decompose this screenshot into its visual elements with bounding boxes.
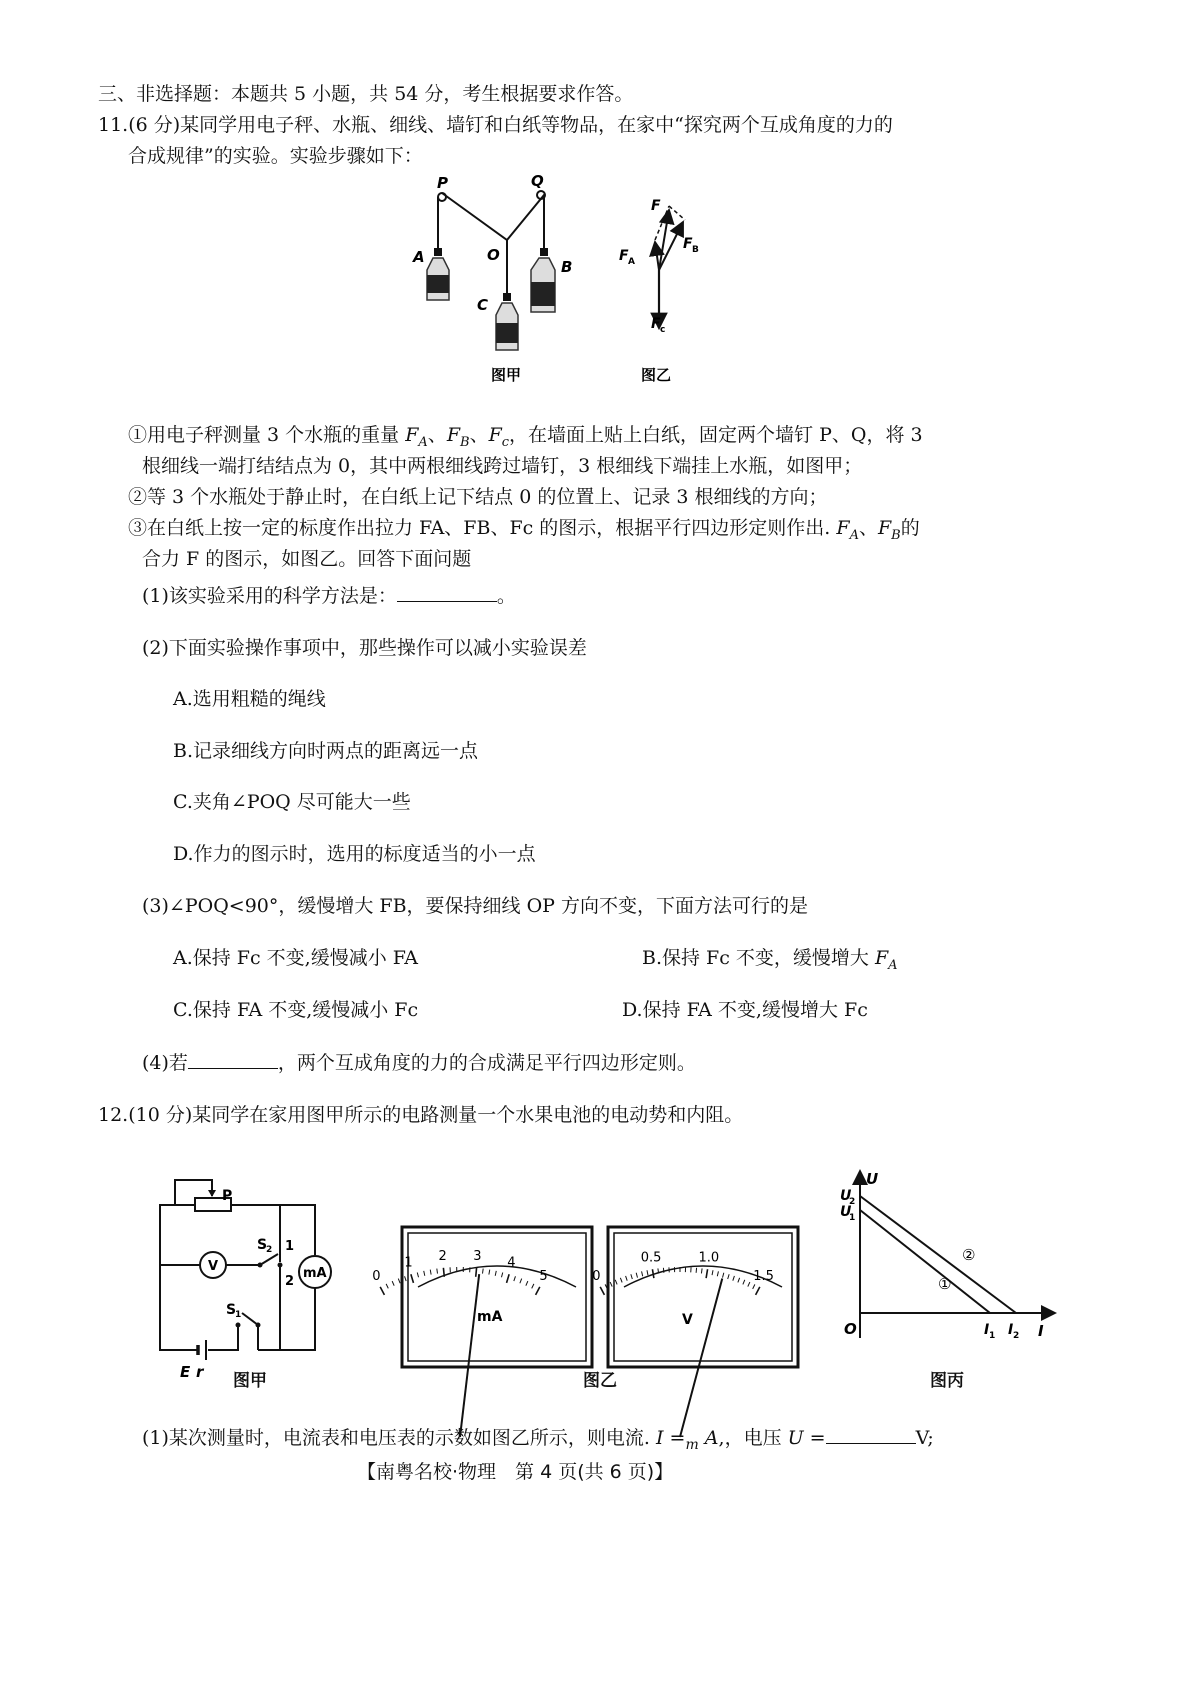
ma-meter-unit: mA xyxy=(477,1309,503,1325)
q11-figure-yi xyxy=(619,198,735,385)
v-meter-tick xyxy=(756,1287,760,1295)
q11-stem-line2: 合成规律”的实验。实验步骤如下： xyxy=(128,145,423,167)
v-meter-tick xyxy=(753,1284,755,1288)
v-meter-tick xyxy=(738,1278,740,1283)
graph-label-I2-sub: 2 xyxy=(1013,1331,1020,1341)
ma-meter-tick xyxy=(398,1279,400,1284)
graph-label-I2: I xyxy=(1008,1322,1014,1338)
q11-part3-option-a[interactable]: A.保持 Fc 不变,缓慢减小 FA xyxy=(173,947,418,969)
q11-part3-option-b[interactable]: B.保持 Fc 不变，缓慢增大 $F_A$ xyxy=(642,947,898,973)
q12-meters-figure xyxy=(372,1225,800,1370)
ma-meter-tick-label: 3 xyxy=(473,1248,482,1264)
ma-meter-tick-label: 4 xyxy=(507,1255,516,1271)
ma-meter-tick xyxy=(476,1268,477,1277)
v-meter-tick xyxy=(600,1287,604,1295)
ma-meter-tick xyxy=(430,1270,431,1275)
fig-yi-label-FC-sub: c xyxy=(660,325,666,335)
v-meter-tick-label: 1.0 xyxy=(698,1250,720,1266)
ma-meter-tick-label: 5 xyxy=(539,1268,548,1284)
ma-meter-tick xyxy=(417,1272,418,1277)
graph-label-I1: I xyxy=(984,1322,990,1338)
q11-step1-line2: 根细线一端打结结点为 0，其中两根细线跨过墙钉，3 根细线下端挂上水瓶，如图甲； xyxy=(142,455,863,477)
ma-meter-tick xyxy=(443,1268,444,1277)
q11-part1-blank[interactable] xyxy=(397,583,497,602)
fig-yi-label-FA-sub: A xyxy=(628,257,635,267)
q11-part2: (2)下面实验操作事项中，那些操作可以减小实验误差 xyxy=(142,637,587,659)
fig-yi-label-FC: F xyxy=(651,316,661,332)
fig-yi-label-FB-sub: B xyxy=(692,245,699,255)
v-meter-tick xyxy=(728,1274,729,1279)
ma-meter-tick xyxy=(536,1287,540,1295)
fig-jia-label-C: C xyxy=(477,296,489,314)
v-meter-tick-label: 1.5 xyxy=(753,1268,774,1284)
v-meter-unit: V xyxy=(682,1312,693,1328)
v-meter-tick xyxy=(706,1269,707,1278)
v-meter-tick xyxy=(658,1268,659,1273)
q12-graph-caption: 图丙 xyxy=(930,1371,964,1391)
ma-meter-tick xyxy=(380,1287,384,1295)
v-meter-tick xyxy=(642,1271,643,1276)
graph-label-U2-sub: 2 xyxy=(849,1197,856,1207)
ma-meter-needle xyxy=(460,1274,479,1437)
circuit-label-P: P xyxy=(222,1188,233,1204)
q12-circuit-figure xyxy=(150,1170,360,1390)
q11-stem-line1: 11.(6 分)某同学用电子秤、水瓶、细线、墙钉和白纸等物品，在家中“探究两个互成角度的力的 xyxy=(98,114,893,136)
fig-jia-label-A: A xyxy=(413,248,425,266)
circuit-label-V: V xyxy=(208,1259,219,1274)
circuit-label-S2: S xyxy=(257,1237,268,1253)
q11-part4-blank[interactable] xyxy=(188,1050,278,1069)
circuit-label-2: 2 xyxy=(285,1274,295,1289)
graph-label-I1-sub: 1 xyxy=(989,1331,996,1341)
v-meter-tick xyxy=(717,1271,718,1276)
ma-meter-tick-label: 1 xyxy=(404,1255,413,1271)
fig-jia-label-Q: Q xyxy=(531,172,544,190)
graph-label-U2: U xyxy=(840,1188,852,1204)
ma-meter-tick xyxy=(386,1284,388,1289)
q11-part2-option-c[interactable]: C.夹角∠POQ 尽可能大一些 xyxy=(173,791,411,813)
graph-label-line1: ① xyxy=(938,1275,952,1293)
ma-meter-tick xyxy=(483,1269,484,1274)
fig-yi-label-FB: F xyxy=(683,236,693,252)
q11-part2-option-b[interactable]: B.记录细线方向时两点的距离远一点 xyxy=(173,740,479,762)
q12-stem: 12.(10 分)某同学在家用图甲所示的电路测量一个水果电池的电动势和内阻。 xyxy=(98,1104,744,1126)
v-meter-tick xyxy=(610,1282,612,1287)
fig-jia-label-O: O xyxy=(487,246,500,264)
ma-meter-tick xyxy=(489,1270,490,1275)
v-meter-tick xyxy=(620,1278,622,1283)
v-meter-tick xyxy=(701,1268,702,1273)
graph-label-line2: ② xyxy=(962,1246,976,1264)
fig-jia-label-B: B xyxy=(561,258,573,276)
fig-yi-caption: 图乙 xyxy=(641,366,672,384)
page-footer: 【南粤名校·物理 第 4 页(共 6 页)】 xyxy=(357,1461,674,1483)
v-meter-tick xyxy=(712,1270,713,1275)
v-meter-tick xyxy=(636,1273,637,1278)
section-header: 三、非选择题：本题共 5 小题，共 54 分，考生根据要求作答。 xyxy=(98,83,634,105)
ma-meter-tick xyxy=(405,1276,407,1281)
circuit-label-S1: S xyxy=(226,1302,237,1318)
q11-step1-line1: ①用电子秤测量 3 个水瓶的重量 $F_A$、$F_B$、$F_c$，在墙面上贴上白纸，固定两个墙钉 P、Q，将 3 xyxy=(128,424,923,450)
v-meter-tick xyxy=(748,1282,750,1287)
graph-label-U: U xyxy=(866,1170,879,1188)
v-meter-tick-label: 0 xyxy=(592,1268,601,1284)
q12-part1-voltage-blank[interactable] xyxy=(826,1425,916,1444)
fig-jia-label-P: P xyxy=(437,174,448,192)
q11-step3-line2: 合力 F 的图示，如图乙。回答下面问题 xyxy=(142,548,472,570)
graph-label-U1: U xyxy=(840,1204,852,1220)
ma-meter-tick xyxy=(411,1274,414,1283)
circuit-label-mA: mA xyxy=(303,1266,327,1281)
q11-part2-option-a[interactable]: A.选用粗糙的绳线 xyxy=(173,688,326,710)
circuit-label-S2-sub: 2 xyxy=(266,1245,273,1255)
ma-meter-tick-label: 0 xyxy=(372,1268,381,1284)
q12-ui-graph xyxy=(838,1168,1063,1363)
ma-meter-tick xyxy=(495,1271,496,1276)
fig-jia-caption: 图甲 xyxy=(491,366,522,384)
q11-step3-line1: ③在白纸上按一定的标度作出拉力 FA、FB、Fc 的图示，根据平行四边形定则作出. $F_A$、$F_B$的 xyxy=(128,517,920,543)
v-meter-ticks xyxy=(600,1267,760,1295)
ma-meter-tick xyxy=(437,1269,438,1274)
v-meter-tick-label: 0.5 xyxy=(640,1250,662,1266)
graph-label-U1-sub: 1 xyxy=(849,1213,856,1223)
ma-meter-tick xyxy=(424,1271,425,1276)
v-meter-tick xyxy=(743,1280,745,1285)
q12-circuit-caption: 图甲 xyxy=(233,1371,267,1391)
circuit-label-1: 1 xyxy=(285,1239,295,1254)
fig-yi-label-F: F xyxy=(651,198,661,214)
v-meter-tick xyxy=(723,1273,724,1278)
v-meter-tick xyxy=(626,1276,628,1281)
q11-figure-jia xyxy=(405,170,585,385)
q11-part1: (1)该实验采用的科学方法是： 。 xyxy=(142,585,516,607)
q12-part1: (1)某次测量时，电流表和电压表的示数如图乙所示，则电流. $I =_m$ A,，电压 U = V; xyxy=(142,1427,934,1453)
ma-meter-tick xyxy=(526,1281,528,1286)
q11-part3: (3)∠POQ<90°，缓慢增大 FB，要保持细线 OP 方向不变，下面方法可行的是 xyxy=(142,895,808,917)
v-meter-tick xyxy=(733,1276,735,1281)
ma-meter-tick xyxy=(532,1284,534,1289)
circuit-label-E: E xyxy=(180,1363,191,1381)
circuit-label-r: r xyxy=(196,1363,204,1381)
v-meter-tick xyxy=(652,1269,653,1278)
q11-part2-option-d[interactable]: D.作力的图示时，选用的标度适当的小一点 xyxy=(173,843,536,865)
ma-meter-tick-label: 2 xyxy=(438,1248,447,1264)
graph-label-O: O xyxy=(844,1320,857,1338)
q11-part3-option-d[interactable]: D.保持 FA 不变,缓慢增大 Fc xyxy=(622,999,868,1021)
q11-part3-option-c[interactable]: C.保持 FA 不变,缓慢减小 Fc xyxy=(173,999,419,1021)
circuit-label-S1-sub: 1 xyxy=(235,1310,242,1320)
q11-step2: ②等 3 个水瓶处于静止时，在白纸上记下结点 0 的位置上、记录 3 根细线的方向； xyxy=(128,486,828,508)
ma-meter-tick xyxy=(392,1281,394,1286)
v-meter-tick xyxy=(615,1280,617,1285)
ma-meter-tick xyxy=(520,1279,522,1284)
q11-part4: (4)若 ，两个互成角度的力的合成满足平行四边形定则。 xyxy=(142,1052,696,1074)
v-meter-tick xyxy=(647,1270,648,1275)
ma-meter-tick xyxy=(501,1272,502,1277)
graph-label-I: I xyxy=(1038,1322,1044,1340)
q12-meters-caption: 图乙 xyxy=(583,1371,617,1391)
ma-meter-tick xyxy=(507,1274,510,1283)
v-meter-tick xyxy=(631,1274,632,1279)
fig-yi-label-FA: F xyxy=(619,248,629,264)
v-meter-needle xyxy=(680,1279,722,1437)
ma-meter-tick xyxy=(514,1276,516,1281)
